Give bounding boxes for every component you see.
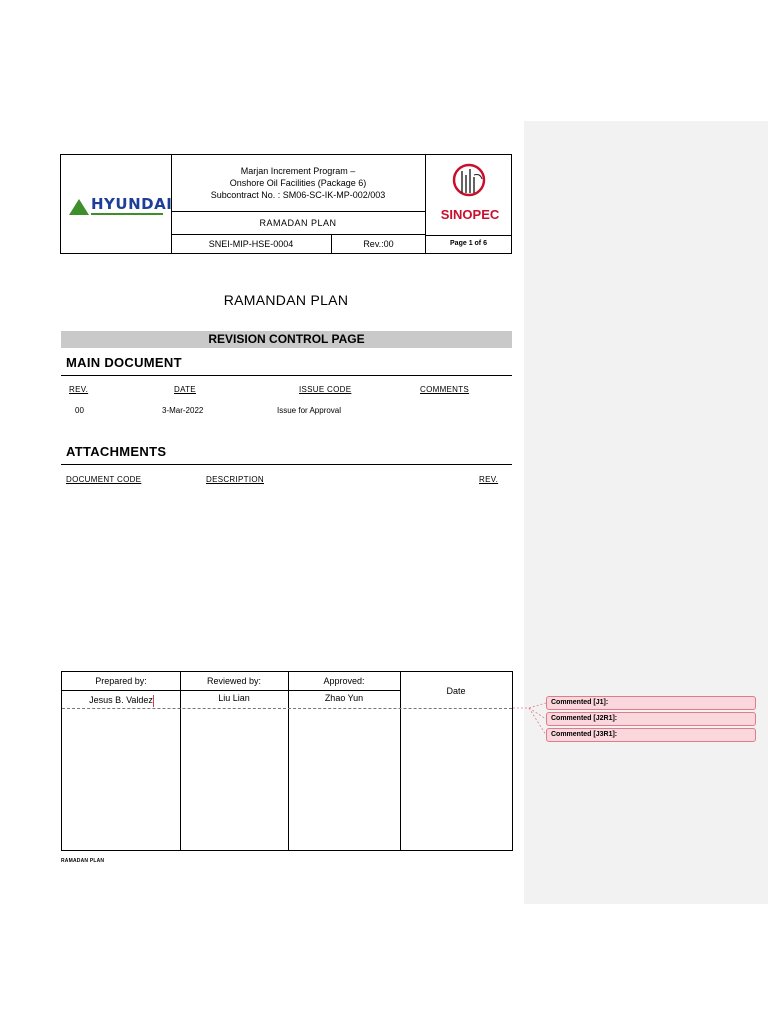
col-head-comments: COMMENTS bbox=[420, 385, 470, 394]
col-head-rev: REV. bbox=[69, 385, 89, 394]
hyundai-triangle-icon bbox=[69, 199, 89, 215]
revision-number: Rev.:00 bbox=[363, 239, 394, 249]
col-head-document-code: DOCUMENT CODE bbox=[66, 475, 142, 484]
page-number: Page 1 of 6 bbox=[450, 240, 487, 247]
hyundai-logo-text: HYUNDAI bbox=[91, 195, 173, 213]
approved-label: Approved: bbox=[323, 676, 365, 686]
doc-number-row bbox=[171, 235, 511, 253]
date-label: Date bbox=[446, 686, 466, 696]
col-head-attachment-rev: REV. bbox=[479, 475, 499, 484]
comment-balloon-j3r1[interactable]: Commented [J3R1]: bbox=[546, 728, 756, 742]
row-issue-code: Issue for Approval bbox=[277, 406, 342, 415]
main-document-heading: MAIN DOCUMENT bbox=[66, 355, 182, 370]
prepared-by-label: Prepared by: bbox=[95, 676, 147, 686]
footer-note: RAMADAN PLAN bbox=[61, 858, 105, 864]
text-cursor bbox=[153, 695, 154, 707]
row-date: 3-Mar-2022 bbox=[162, 406, 204, 415]
project-line-2: Onshore Oil Facilities (Package 6) bbox=[229, 178, 367, 188]
reviewed-by-name: Liu Lian bbox=[218, 693, 250, 703]
comment-balloon-j2r1[interactable]: Commented [J2R1]: bbox=[546, 712, 756, 726]
approved-name: Zhao Yun bbox=[324, 693, 364, 703]
signature-table bbox=[61, 671, 513, 851]
plan-title-cell: RAMADAN PLAN bbox=[171, 212, 425, 235]
project-line-3: Subcontract No. : SM06-SC-IK-MP-002/003 bbox=[210, 190, 386, 200]
main-document-rule bbox=[61, 375, 512, 376]
project-line-1: Marjan Increment Program – bbox=[240, 166, 356, 176]
comment-connector bbox=[513, 696, 549, 740]
sinopec-emblem-icon bbox=[452, 163, 486, 199]
attachments-heading: ATTACHMENTS bbox=[66, 444, 167, 459]
hyundai-logo bbox=[69, 195, 173, 217]
row3-divider bbox=[331, 235, 332, 253]
document-title: RAMANDAN PLAN bbox=[223, 292, 349, 308]
col-head-issue-code: ISSUE CODE bbox=[299, 385, 352, 394]
project-info-cell bbox=[171, 155, 425, 212]
sinopec-logo-text: SINOPEC bbox=[440, 207, 500, 222]
col-head-date: DATE bbox=[174, 385, 196, 394]
attachments-rule bbox=[61, 464, 512, 465]
reviewed-by-label: Reviewed by: bbox=[206, 676, 262, 686]
sig-divider-3 bbox=[400, 672, 401, 850]
comment-balloon-j1[interactable]: Commented [J1]: bbox=[546, 696, 756, 710]
revision-control-bar: REVISION CONTROL PAGE bbox=[61, 331, 512, 348]
row-rev: 00 bbox=[75, 406, 84, 415]
hyundai-underline bbox=[91, 213, 163, 215]
doc-number: SNEI-MIP-HSE-0004 bbox=[171, 235, 332, 253]
sig-name-rule bbox=[62, 708, 512, 709]
prepared-by-name: Jesus B. Valdez bbox=[89, 695, 153, 705]
col-head-description: DESCRIPTION bbox=[206, 475, 264, 484]
logo-cell bbox=[61, 155, 172, 253]
comment-pane bbox=[524, 121, 768, 904]
sig-label-rule bbox=[62, 690, 400, 691]
header-table bbox=[60, 154, 512, 254]
sinopec-logo bbox=[434, 163, 506, 225]
